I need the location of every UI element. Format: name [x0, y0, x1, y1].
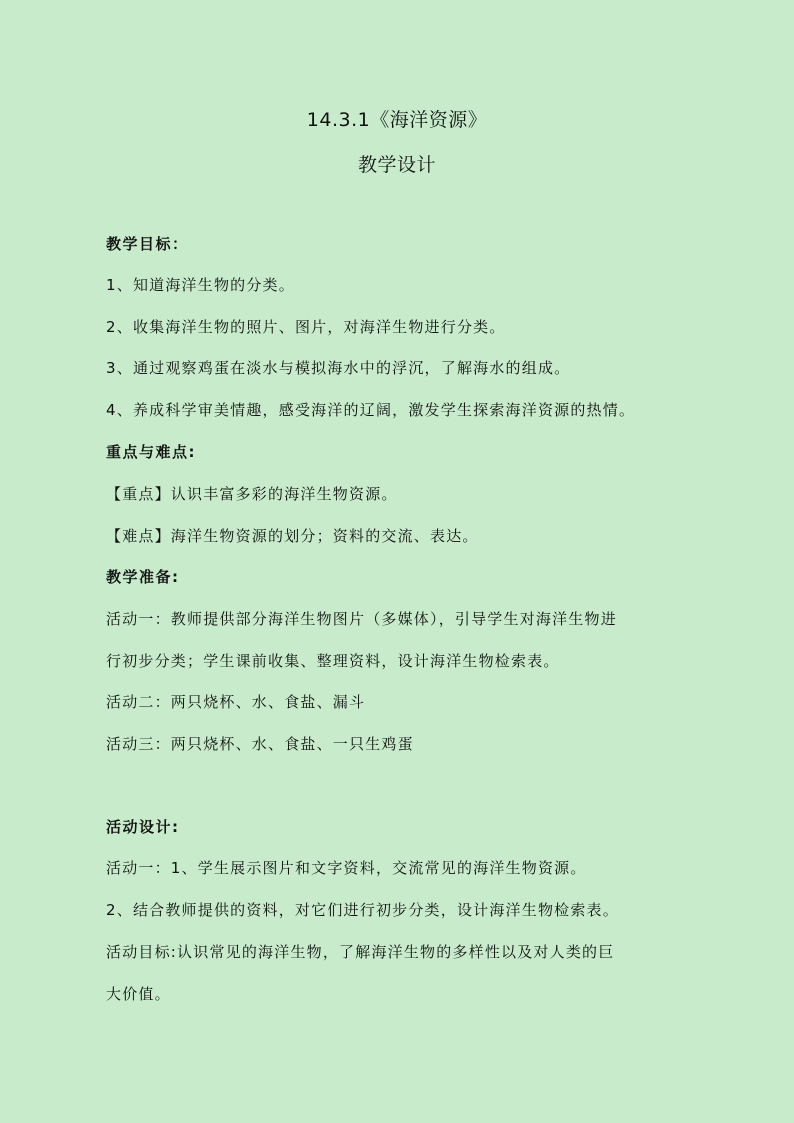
preparation-activity-1-line-2: 行初步分类；学生课前收集、整理资料，设计海洋生物检索表。	[106, 652, 560, 670]
preparation-activity-3: 活动三：两只烧杯、水、食盐、一只生鸡蛋	[106, 735, 414, 753]
key-point: 【重点】认识丰富多彩的海洋生物资源。	[106, 485, 398, 503]
difficult-point: 【难点】海洋生物资源的划分；资料的交流、表达。	[106, 527, 479, 545]
goal-item-4: 4、养成科学审美情趣，感受海洋的辽阔，激发学生探索海洋资源的热情。	[106, 401, 636, 419]
key-points-heading: 重点与难点:	[106, 443, 196, 461]
goal-item-1: 1、知道海洋生物的分类。	[106, 276, 295, 294]
activity-design-2: 2、结合教师提供的资料，对它们进行初步分类，设计海洋生物检索表。	[106, 901, 619, 919]
goal-item-2: 2、收集海洋生物的照片、图片，对海洋生物进行分类。	[106, 318, 506, 336]
activity-design-heading: 活动设计:	[106, 818, 180, 836]
goals-heading: 教学目标：	[106, 235, 189, 253]
preparation-activity-2: 活动二：两只烧杯、水、食盐、漏斗	[106, 693, 366, 711]
activity-goal-line-1: 活动目标:认识常见的海洋生物，了解海洋生物的多样性以及对人类的巨	[106, 943, 615, 961]
preparation-heading: 教学准备:	[106, 568, 180, 586]
activity-goal-line-2: 大价值。	[106, 985, 171, 1003]
goal-item-3: 3、通过观察鸡蛋在淡水与模拟海水中的浮沉，了解海水的组成。	[106, 359, 571, 377]
activity-design-1: 活动一：1、学生展示图片和文字资料，交流常见的海洋生物资源。	[106, 859, 587, 877]
document-subtitle: 教学设计	[357, 154, 436, 176]
document-title: 14.3.1《海洋资源》	[306, 109, 488, 131]
preparation-activity-1-line-1: 活动一：教师提供部分海洋生物图片（多媒体），引导学生对海洋生物进	[106, 610, 617, 628]
